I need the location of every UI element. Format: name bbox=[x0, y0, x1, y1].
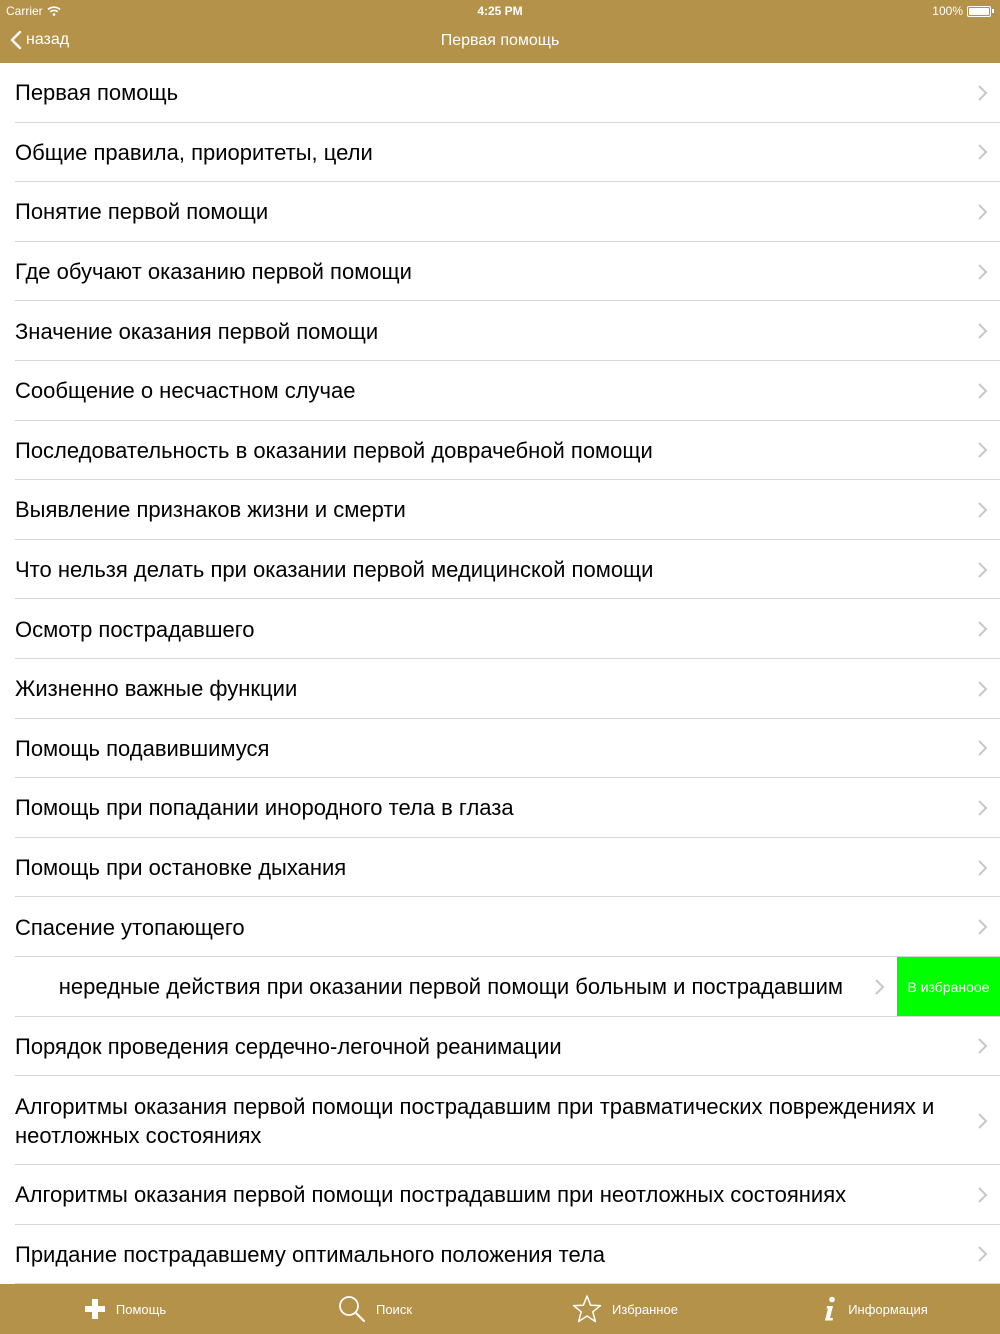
tab-favorites[interactable] bbox=[500, 1284, 750, 1334]
tab-info-label: Информация bbox=[848, 1301, 928, 1317]
chevron-right-icon bbox=[976, 501, 988, 519]
tab-info[interactable] bbox=[750, 1284, 1000, 1334]
navigation-bar bbox=[0, 22, 1000, 63]
list-item[interactable] bbox=[0, 719, 1000, 779]
list-item-label: нередные действия при оказании первой помощи больным и пострадавшим bbox=[58, 974, 843, 1000]
tab-help-label: Помощь bbox=[115, 1301, 167, 1317]
list-item[interactable] bbox=[0, 659, 1000, 719]
tab-search-label: Поиск bbox=[375, 1301, 413, 1317]
page-title: Первая помощь bbox=[440, 32, 560, 49]
battery-icon bbox=[967, 6, 991, 17]
chevron-right-icon bbox=[976, 1245, 988, 1263]
chevron-right-icon bbox=[976, 799, 988, 817]
list-item[interactable] bbox=[0, 421, 1000, 481]
list-item[interactable] bbox=[0, 182, 1000, 242]
list-item-label: Последовательность в оказании первой доврачебной помощи bbox=[15, 437, 653, 463]
list-item-label: Общие правила, приоритеты, цели bbox=[15, 139, 373, 165]
list-item-label: Понятие первой помощи bbox=[15, 199, 269, 225]
status-bar bbox=[0, 0, 1000, 22]
list-item-label: Спасение утопающего bbox=[15, 914, 245, 940]
chevron-right-icon bbox=[976, 263, 988, 281]
info-icon bbox=[822, 1296, 838, 1322]
carrier-label: Carrier bbox=[6, 4, 43, 18]
star-icon bbox=[572, 1295, 602, 1323]
chevron-right-icon bbox=[976, 620, 988, 638]
list-item[interactable] bbox=[0, 123, 1000, 183]
chevron-right-icon bbox=[976, 561, 988, 579]
chevron-right-icon bbox=[976, 1037, 988, 1055]
list-item[interactable] bbox=[0, 599, 1000, 659]
list-item[interactable] bbox=[0, 540, 1000, 600]
chevron-right-icon bbox=[976, 1112, 988, 1130]
chevron-right-icon bbox=[976, 441, 988, 459]
list-item-label: Где обучают оказанию первой помощи bbox=[15, 259, 412, 285]
list-item-label: Осмотр пострадавшего bbox=[15, 616, 255, 642]
list-item-label: Алгоритмы оказания первой помощи пострадавшим при неотложных состояниях bbox=[15, 1182, 847, 1208]
plus-icon bbox=[84, 1298, 106, 1320]
list-item[interactable] bbox=[0, 301, 1000, 361]
list-item-label: Значение оказания первой помощи bbox=[15, 318, 379, 344]
list-item[interactable] bbox=[0, 778, 1000, 838]
battery bbox=[932, 4, 994, 18]
chevron-right-icon bbox=[976, 859, 988, 877]
back-button-label: назад bbox=[26, 31, 70, 48]
list-item-label: Жизненно важные функции bbox=[15, 676, 298, 702]
topics-list bbox=[0, 63, 1000, 1284]
top-bar bbox=[0, 0, 1000, 63]
chevron-right-icon bbox=[976, 1186, 988, 1204]
list-item-label: Первая помощь bbox=[15, 80, 179, 106]
search-icon bbox=[338, 1295, 366, 1323]
chevron-right-icon bbox=[976, 918, 988, 936]
add-to-favorites-button[interactable]: В избраноое bbox=[897, 957, 1000, 1017]
chevron-right-icon bbox=[976, 84, 988, 102]
list-item-label: Помощь при попадании инородного тела в глаза bbox=[15, 795, 514, 821]
battery-percent: 100% bbox=[932, 4, 963, 18]
list-item-label: Помощь при остановке дыхания bbox=[15, 855, 347, 881]
tab-help[interactable] bbox=[0, 1284, 250, 1334]
list-item[interactable] bbox=[0, 480, 1000, 540]
list-item[interactable] bbox=[0, 838, 1000, 898]
list-item[interactable] bbox=[0, 361, 1000, 421]
chevron-right-icon bbox=[976, 680, 988, 698]
list-item[interactable] bbox=[0, 1165, 1000, 1225]
list-item[interactable] bbox=[0, 242, 1000, 302]
chevron-right-icon bbox=[976, 203, 988, 221]
list-item-label: Выявление признаков жизни и смерти bbox=[15, 497, 406, 523]
list-item[interactable] bbox=[0, 897, 1000, 957]
list-item-label: Помощь подавившимуся bbox=[15, 735, 270, 761]
tab-search[interactable] bbox=[250, 1284, 500, 1334]
tab-bar bbox=[0, 1284, 1000, 1334]
chevron-right-icon bbox=[976, 382, 988, 400]
list-item[interactable] bbox=[0, 1225, 1000, 1284]
list-item-label: Что нельзя делать при оказании первой медицинской помощи bbox=[15, 557, 654, 583]
list-item-label: Придание пострадавшему оптимального положения тела bbox=[15, 1241, 606, 1267]
chevron-right-icon bbox=[976, 739, 988, 757]
list-item-label: Алгоритмы оказания первой помощи пострадавшим при травматических повреждениях и неотложных состояниях bbox=[15, 1093, 935, 1148]
chevron-right-icon bbox=[976, 143, 988, 161]
chevron-right-icon bbox=[873, 978, 885, 996]
tab-favorites-label: Избранное bbox=[612, 1301, 678, 1317]
list-item[interactable] bbox=[0, 1017, 1000, 1077]
status-time: 4:25 PM bbox=[477, 4, 523, 18]
list-item[interactable] bbox=[0, 1076, 1000, 1165]
list-item-swiped[interactable] bbox=[0, 957, 1000, 1017]
list-item-label: Сообщение о несчастном случае bbox=[15, 378, 356, 404]
chevron-right-icon bbox=[976, 322, 988, 340]
list-item[interactable] bbox=[0, 63, 1000, 123]
list-item-label: Порядок проведения сердечно-легочной реанимации bbox=[15, 1033, 562, 1059]
